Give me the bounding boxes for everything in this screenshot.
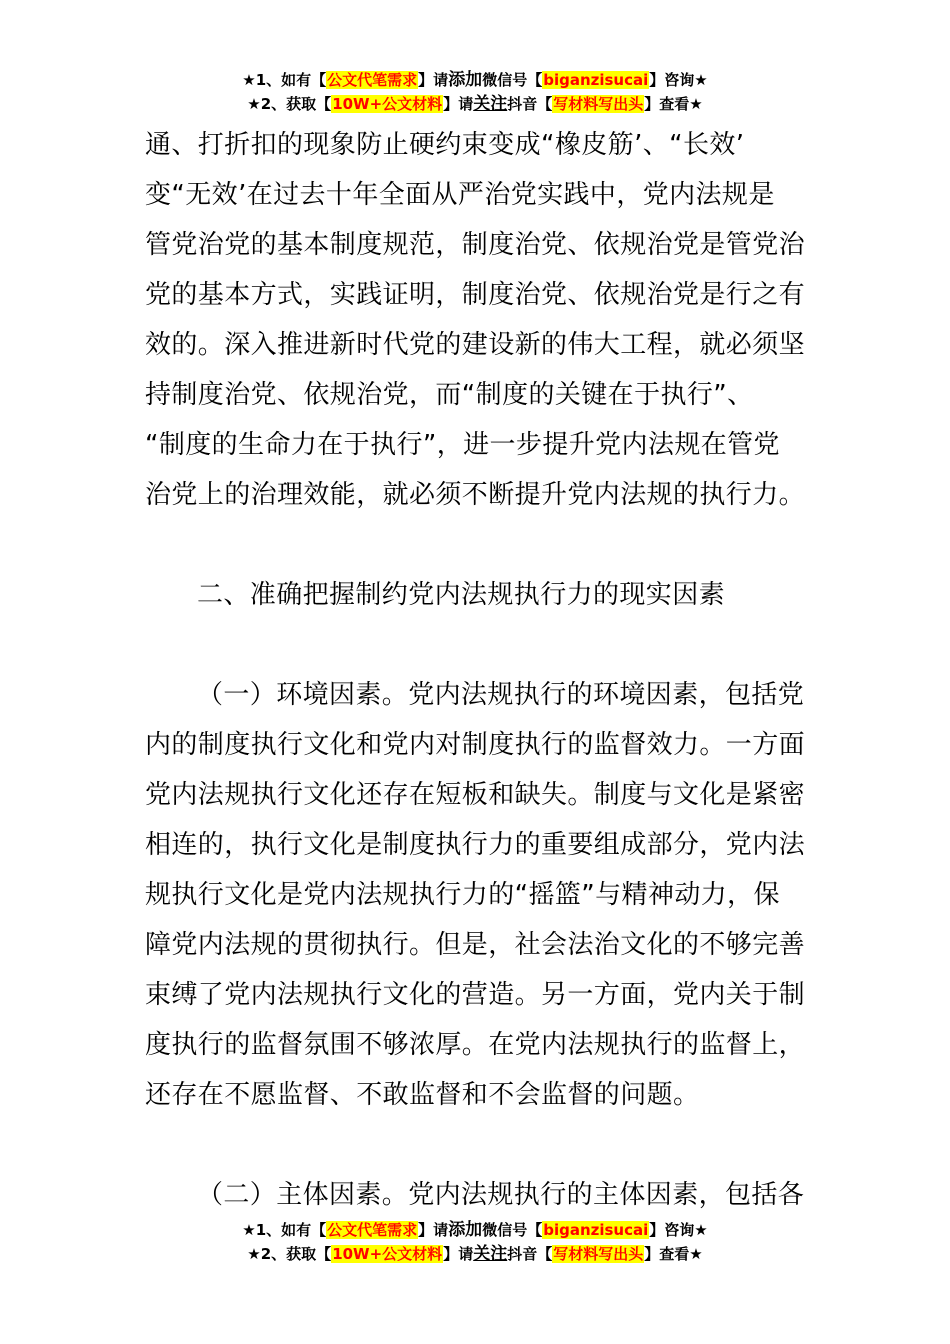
promo-emphasis: 添加 <box>448 70 483 90</box>
promo-text: 微信号【 <box>482 71 543 89</box>
promo-line-2 <box>0 92 950 116</box>
promo-line-1 <box>0 1218 950 1242</box>
promo-highlight-account: 写材料写出头 <box>553 1245 644 1263</box>
promo-emphasis: 关注 <box>473 94 508 114</box>
promo-highlight: 10W+公文材料 <box>332 95 443 113</box>
promo-text: 抖音【 <box>507 95 553 113</box>
text-line: 党内法规执行文化还存在短板和缺失。制度与文化是紧密 <box>145 780 806 810</box>
promo-suffix: 】查看★ <box>644 95 703 113</box>
paragraph-environment-factors <box>145 670 815 1120</box>
text-line: 持制度治党、依规治党，而“制度的关键在于执行”、 <box>145 380 754 410</box>
text-line: 通、打折扣的现象防止硬约束变成“橡皮筋’、“长效’ <box>145 130 745 160</box>
text-line: 障党内法规的贯彻执行。但是，社会法治文化的不够完善 <box>145 930 806 960</box>
text-line: 党的基本方式，实践证明，制度治党、依规治党是行之有 <box>145 280 806 310</box>
promo-highlight: 公文代笔需求 <box>327 1221 418 1239</box>
text-line: 效的。深入推进新时代党的建设新的伟大工程，就必须坚 <box>145 330 806 360</box>
text-line: 治党上的治理效能，就必须不断提升党内法规的执行力。 <box>145 480 806 510</box>
text-line: 内的制度执行文化和党内对制度执行的监督效力。一方面 <box>145 730 806 760</box>
text-line: 规执行文化是党内法规执行力的“摇篮”与精神动力，保 <box>145 880 780 910</box>
promo-text: 抖音【 <box>507 1245 553 1263</box>
promo-suffix: 】咨询★ <box>649 71 708 89</box>
text-line: 变“无效’在过去十年全面从严治党实践中，党内法规是 <box>145 180 775 210</box>
promo-emphasis: 添加 <box>448 1220 483 1240</box>
promo-prefix: ★1、如有【 <box>242 71 327 89</box>
promo-prefix: ★2、获取【 <box>247 95 332 113</box>
promo-prefix: ★2、获取【 <box>247 1245 332 1263</box>
text-line: 相连的，执行文化是制度执行力的重要组成部分，党内法 <box>145 830 806 860</box>
promo-text: 】请 <box>443 1245 474 1263</box>
promo-footer <box>0 1218 950 1266</box>
promo-prefix: ★1、如有【 <box>242 1221 327 1239</box>
text-line: 度执行的监督氛围不够浓厚。在党内法规执行的监督上， <box>145 1030 806 1060</box>
promo-highlight: 10W+公文材料 <box>332 1245 443 1263</box>
promo-highlight: 公文代笔需求 <box>327 71 418 89</box>
promo-suffix: 】咨询★ <box>649 1221 708 1239</box>
promo-emphasis: 关注 <box>473 1244 508 1264</box>
promo-text: 微信号【 <box>482 1221 543 1239</box>
text-line: （一）环境因素。党内法规执行的环境因素，包括党 <box>197 680 805 710</box>
document-body <box>145 120 815 1220</box>
text-line: 管党治党的基本制度规范，制度治党、依规治党是管党治 <box>145 230 806 260</box>
promo-text: 】请 <box>443 95 474 113</box>
promo-text: 】请 <box>418 1221 449 1239</box>
promo-highlight-wechat-id: biganzisucai <box>543 71 649 89</box>
paragraph-continuation <box>145 120 815 520</box>
text-line: 束缚了党内法规执行文化的营造。另一方面，党内关于制 <box>145 980 806 1010</box>
promo-highlight-wechat-id: biganzisucai <box>543 1221 649 1239</box>
promo-suffix: 】查看★ <box>644 1245 703 1263</box>
paragraph-subject-factors <box>145 1170 815 1220</box>
promo-header <box>0 68 950 116</box>
text-line: 还存在不愿监督、不敢监督和不会监督的问题。 <box>145 1080 700 1110</box>
text-line: “制度的生命力在于执行”，进一步提升党内法规在管党 <box>145 430 780 460</box>
promo-line-2 <box>0 1242 950 1266</box>
section-heading: 二、准确把握制约党内法规执行力的现实因素 <box>197 580 726 610</box>
promo-highlight-account: 写材料写出头 <box>553 95 644 113</box>
promo-line-1 <box>0 68 950 92</box>
text-line: （二）主体因素。党内法规执行的主体因素，包括各 <box>197 1180 805 1210</box>
promo-text: 】请 <box>418 71 449 89</box>
